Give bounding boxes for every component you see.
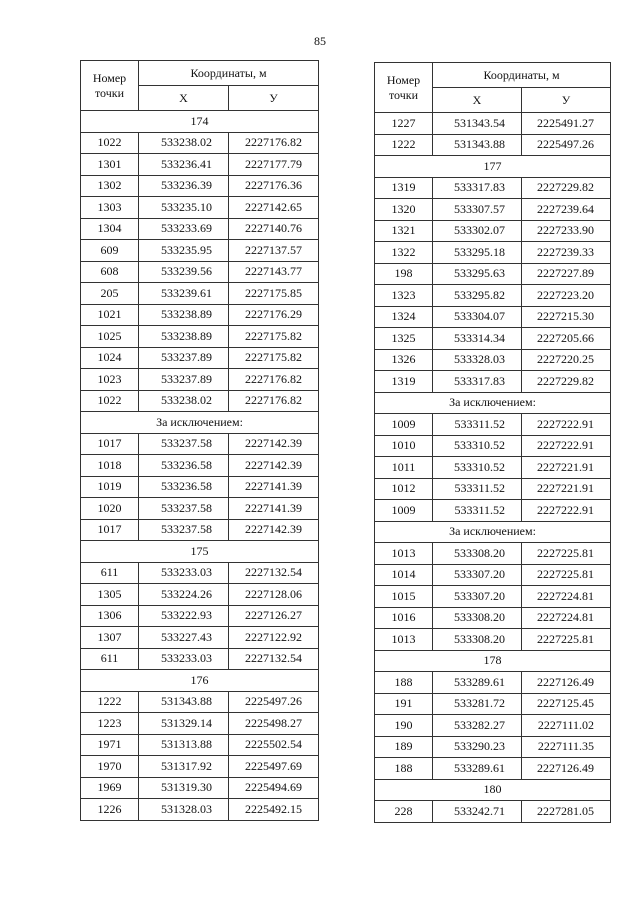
table-row — [81, 283, 319, 305]
table-row — [375, 564, 611, 586]
point-number-header-line2: точки — [388, 87, 419, 102]
y-coordinate-cell: 2227141.39 — [229, 498, 319, 520]
table-row — [81, 777, 319, 799]
section-label: За исключением: — [81, 412, 319, 434]
y-coordinate-cell: 2227176.82 — [229, 369, 319, 391]
y-coordinate-cell: 2227223.20 — [522, 285, 611, 307]
x-coordinate-cell: 531313.88 — [139, 734, 229, 756]
point-number-cell: 188 — [375, 758, 433, 780]
y-coordinate-cell: 2227122.92 — [229, 627, 319, 649]
table-row — [375, 435, 611, 457]
point-number-cell: 1021 — [81, 304, 139, 326]
table-row — [375, 801, 611, 823]
table-row — [81, 584, 319, 606]
table-row — [375, 715, 611, 737]
section-row — [375, 156, 611, 178]
point-number-cell: 190 — [375, 715, 433, 737]
x-coordinate-cell: 533238.02 — [139, 132, 229, 154]
x-coordinate-cell: 533237.89 — [139, 347, 229, 369]
y-coordinate-cell: 2227229.82 — [522, 177, 611, 199]
x-coordinate-cell: 533317.83 — [433, 177, 522, 199]
table-row — [375, 629, 611, 651]
y-coordinate-cell: 2227140.76 — [229, 218, 319, 240]
y-coordinate-cell: 2227224.81 — [522, 607, 611, 629]
table-row — [375, 199, 611, 221]
table-row — [81, 218, 319, 240]
x-coordinate-cell: 533289.61 — [433, 758, 522, 780]
point-number-cell: 611 — [81, 648, 139, 670]
coordinates-table-left — [80, 60, 319, 821]
table-row — [81, 390, 319, 412]
point-number-cell: 1223 — [81, 713, 139, 735]
x-coordinate-cell: 533282.27 — [433, 715, 522, 737]
y-coordinate-cell: 2227132.54 — [229, 562, 319, 584]
x-coordinate-cell: 531343.54 — [433, 113, 522, 135]
table-row — [81, 433, 319, 455]
y-coordinate-cell: 2227142.39 — [229, 455, 319, 477]
x-coordinate-cell: 533242.71 — [433, 801, 522, 823]
y-coordinate-cell: 2227126.27 — [229, 605, 319, 627]
x-coordinate-cell: 533307.20 — [433, 564, 522, 586]
point-number-cell: 1301 — [81, 154, 139, 176]
y-coordinate-cell: 2227239.64 — [522, 199, 611, 221]
table-row — [81, 648, 319, 670]
x-coordinate-cell: 533308.20 — [433, 607, 522, 629]
table-row — [81, 347, 319, 369]
y-coordinate-cell: 2227142.39 — [229, 433, 319, 455]
x-coordinate-cell: 533237.58 — [139, 519, 229, 541]
point-number-header-line2: точки — [94, 85, 125, 100]
x-coordinate-cell: 533310.52 — [433, 435, 522, 457]
table-row — [81, 476, 319, 498]
x-coordinate-cell: 533233.69 — [139, 218, 229, 240]
point-number-header — [81, 61, 139, 111]
section-row — [81, 111, 319, 133]
section-label: 174 — [81, 111, 319, 133]
point-number-cell: 1305 — [81, 584, 139, 606]
table-row — [81, 369, 319, 391]
table-row — [375, 263, 611, 285]
y-coordinate-cell: 2227215.30 — [522, 306, 611, 328]
section-label: 178 — [375, 650, 611, 672]
point-number-cell: 1025 — [81, 326, 139, 348]
point-number-cell: 1325 — [375, 328, 433, 350]
point-number-cell: 1015 — [375, 586, 433, 608]
x-coordinate-cell: 533237.89 — [139, 369, 229, 391]
y-coordinate-cell: 2227175.82 — [229, 347, 319, 369]
point-number-cell: 1326 — [375, 349, 433, 371]
point-number-cell: 1321 — [375, 220, 433, 242]
point-number-cell: 1022 — [81, 132, 139, 154]
table-row — [81, 175, 319, 197]
y-coordinate-cell: 2227225.81 — [522, 564, 611, 586]
y-coordinate-cell: 2227125.45 — [522, 693, 611, 715]
y-coordinate-cell: 2225497.69 — [229, 756, 319, 778]
section-row — [375, 521, 611, 543]
coordinates-table-left-body — [81, 111, 319, 821]
point-number-cell: 1013 — [375, 629, 433, 651]
point-number-cell: 1017 — [81, 519, 139, 541]
y-coordinate-cell: 2227224.81 — [522, 586, 611, 608]
x-coordinate-cell: 533235.95 — [139, 240, 229, 262]
table-row — [375, 607, 611, 629]
table-row — [81, 756, 319, 778]
x-coordinate-cell: 533281.72 — [433, 693, 522, 715]
x-coordinate-cell: 533235.10 — [139, 197, 229, 219]
y-coordinate-cell: 2227222.91 — [522, 500, 611, 522]
table-row — [81, 627, 319, 649]
table-row — [375, 586, 611, 608]
x-coordinate-cell: 533238.89 — [139, 304, 229, 326]
y-coordinate-cell: 2227233.90 — [522, 220, 611, 242]
y-coordinate-cell: 2227142.65 — [229, 197, 319, 219]
point-number-cell: 1320 — [375, 199, 433, 221]
section-label: За исключением: — [375, 521, 611, 543]
point-number-cell: 198 — [375, 263, 433, 285]
x-coordinate-cell: 533236.58 — [139, 476, 229, 498]
y-coordinate-cell: 2227225.81 — [522, 629, 611, 651]
x-coordinate-cell: 533233.03 — [139, 562, 229, 584]
page-number: 85 — [314, 34, 326, 48]
point-number-cell: 1023 — [81, 369, 139, 391]
section-row — [375, 779, 611, 801]
table-row — [375, 478, 611, 500]
x-coordinate-cell: 533314.34 — [433, 328, 522, 350]
x-coordinate-cell: 533236.39 — [139, 175, 229, 197]
table-row — [375, 349, 611, 371]
point-number-cell: 1009 — [375, 500, 433, 522]
point-number-cell: 1019 — [81, 476, 139, 498]
x-coordinate-cell: 533304.07 — [433, 306, 522, 328]
point-number-cell: 1016 — [375, 607, 433, 629]
table-row — [375, 414, 611, 436]
y-coordinate-cell: 2227141.39 — [229, 476, 319, 498]
y-coordinate-cell: 2227176.29 — [229, 304, 319, 326]
y-coordinate-cell: 2225502.54 — [229, 734, 319, 756]
x-coordinate-cell: 533233.03 — [139, 648, 229, 670]
y-coordinate-cell: 2227221.91 — [522, 457, 611, 479]
table-row — [375, 113, 611, 135]
x-coordinate-cell: 531328.03 — [139, 799, 229, 821]
y-coordinate-cell: 2227143.77 — [229, 261, 319, 283]
x-coordinate-cell: 533224.26 — [139, 584, 229, 606]
section-label: 175 — [81, 541, 319, 563]
y-column-header: У — [229, 86, 319, 111]
y-coordinate-cell: 2227176.82 — [229, 132, 319, 154]
y-coordinate-cell: 2227205.66 — [522, 328, 611, 350]
table-row — [81, 734, 319, 756]
point-number-cell: 1307 — [81, 627, 139, 649]
table-row — [375, 371, 611, 393]
x-coordinate-cell: 533317.83 — [433, 371, 522, 393]
x-coordinate-cell: 533311.52 — [433, 500, 522, 522]
y-coordinate-cell: 2227128.06 — [229, 584, 319, 606]
y-coordinate-cell: 2227142.39 — [229, 519, 319, 541]
point-number-cell: 1970 — [81, 756, 139, 778]
coordinates-table-right-body — [375, 113, 611, 823]
table-row — [81, 799, 319, 821]
section-row — [375, 392, 611, 414]
x-coordinate-cell: 533237.58 — [139, 498, 229, 520]
section-label: За исключением: — [375, 392, 611, 414]
y-column-header: У — [522, 88, 611, 113]
y-coordinate-cell: 2227176.36 — [229, 175, 319, 197]
section-row — [81, 412, 319, 434]
table-row — [81, 519, 319, 541]
y-coordinate-cell: 2225491.27 — [522, 113, 611, 135]
y-coordinate-cell: 2227111.35 — [522, 736, 611, 758]
point-number-cell: 1009 — [375, 414, 433, 436]
table-row — [81, 605, 319, 627]
point-number-cell: 1018 — [81, 455, 139, 477]
point-number-cell: 1017 — [81, 433, 139, 455]
y-coordinate-cell: 2227176.82 — [229, 390, 319, 412]
coordinates-header: Координаты, м — [139, 61, 319, 86]
table-row — [375, 177, 611, 199]
y-coordinate-cell: 2227222.91 — [522, 435, 611, 457]
point-number-cell: 1222 — [375, 134, 433, 156]
section-row — [81, 670, 319, 692]
point-number-cell: 205 — [81, 283, 139, 305]
point-number-cell: 609 — [81, 240, 139, 262]
table-row — [375, 285, 611, 307]
point-number-cell: 1303 — [81, 197, 139, 219]
table-row — [81, 197, 319, 219]
table-row — [375, 543, 611, 565]
y-coordinate-cell: 2225494.69 — [229, 777, 319, 799]
x-coordinate-cell: 533238.02 — [139, 390, 229, 412]
x-coordinate-cell: 533307.20 — [433, 586, 522, 608]
y-coordinate-cell: 2227126.49 — [522, 758, 611, 780]
x-coordinate-cell: 531343.88 — [433, 134, 522, 156]
table-row — [81, 498, 319, 520]
x-coordinate-cell: 531343.88 — [139, 691, 229, 713]
table-row — [81, 304, 319, 326]
y-coordinate-cell: 2227111.02 — [522, 715, 611, 737]
x-coordinate-cell: 533295.82 — [433, 285, 522, 307]
table-row — [81, 326, 319, 348]
point-number-cell: 1227 — [375, 113, 433, 135]
point-number-cell: 1022 — [81, 390, 139, 412]
section-label: 176 — [81, 670, 319, 692]
point-number-cell: 1010 — [375, 435, 433, 457]
table-row — [375, 736, 611, 758]
point-number-cell: 1971 — [81, 734, 139, 756]
x-coordinate-cell: 531317.92 — [139, 756, 229, 778]
x-coordinate-cell: 533237.58 — [139, 433, 229, 455]
y-coordinate-cell: 2227227.89 — [522, 263, 611, 285]
y-coordinate-cell: 2225497.26 — [522, 134, 611, 156]
x-column-header: Х — [433, 88, 522, 113]
x-coordinate-cell: 533295.63 — [433, 263, 522, 285]
table-row — [375, 693, 611, 715]
point-number-cell: 1012 — [375, 478, 433, 500]
table-row — [375, 220, 611, 242]
table-row — [375, 758, 611, 780]
y-coordinate-cell: 2225497.26 — [229, 691, 319, 713]
y-coordinate-cell: 2225492.15 — [229, 799, 319, 821]
table-row — [81, 261, 319, 283]
y-coordinate-cell: 2227126.49 — [522, 672, 611, 694]
y-coordinate-cell: 2227222.91 — [522, 414, 611, 436]
table-row — [81, 562, 319, 584]
point-number-cell: 1323 — [375, 285, 433, 307]
point-number-cell: 1014 — [375, 564, 433, 586]
x-coordinate-cell: 533239.61 — [139, 283, 229, 305]
y-coordinate-cell: 2227175.82 — [229, 326, 319, 348]
point-number-cell: 1324 — [375, 306, 433, 328]
x-column-header: Х — [139, 86, 229, 111]
y-coordinate-cell: 2227137.57 — [229, 240, 319, 262]
section-label: 177 — [375, 156, 611, 178]
x-coordinate-cell: 531319.30 — [139, 777, 229, 799]
point-number-cell: 1304 — [81, 218, 139, 240]
table-row — [81, 154, 319, 176]
point-number-cell: 1013 — [375, 543, 433, 565]
point-number-cell: 1319 — [375, 177, 433, 199]
point-number-cell: 1020 — [81, 498, 139, 520]
coordinates-table-right — [374, 62, 611, 823]
section-label: 180 — [375, 779, 611, 801]
point-number-cell: 1011 — [375, 457, 433, 479]
x-coordinate-cell: 533310.52 — [433, 457, 522, 479]
point-number-cell: 1024 — [81, 347, 139, 369]
point-number-cell: 1306 — [81, 605, 139, 627]
table-row — [81, 713, 319, 735]
y-coordinate-cell: 2227281.05 — [522, 801, 611, 823]
x-coordinate-cell: 533236.58 — [139, 455, 229, 477]
point-number-cell: 188 — [375, 672, 433, 694]
x-coordinate-cell: 533227.43 — [139, 627, 229, 649]
y-coordinate-cell: 2227175.85 — [229, 283, 319, 305]
y-coordinate-cell: 2227225.81 — [522, 543, 611, 565]
y-coordinate-cell: 2227132.54 — [229, 648, 319, 670]
point-number-cell: 191 — [375, 693, 433, 715]
x-coordinate-cell: 533308.20 — [433, 629, 522, 651]
x-coordinate-cell: 533311.52 — [433, 478, 522, 500]
point-number-cell: 611 — [81, 562, 139, 584]
x-coordinate-cell: 533328.03 — [433, 349, 522, 371]
table-row — [81, 132, 319, 154]
point-number-cell: 1302 — [81, 175, 139, 197]
section-row — [81, 541, 319, 563]
table-row — [375, 500, 611, 522]
section-row — [375, 650, 611, 672]
point-number-cell: 608 — [81, 261, 139, 283]
point-number-cell: 1319 — [375, 371, 433, 393]
point-number-header — [375, 63, 433, 113]
x-coordinate-cell: 533239.56 — [139, 261, 229, 283]
table-row — [81, 691, 319, 713]
y-coordinate-cell: 2227221.91 — [522, 478, 611, 500]
y-coordinate-cell: 2227239.33 — [522, 242, 611, 264]
x-coordinate-cell: 533236.41 — [139, 154, 229, 176]
x-coordinate-cell: 533222.93 — [139, 605, 229, 627]
table-row — [375, 672, 611, 694]
table-row — [81, 455, 319, 477]
y-coordinate-cell: 2227220.25 — [522, 349, 611, 371]
coordinates-header: Координаты, м — [433, 63, 611, 88]
y-coordinate-cell: 2227229.82 — [522, 371, 611, 393]
table-row — [375, 242, 611, 264]
y-coordinate-cell: 2227177.79 — [229, 154, 319, 176]
point-number-cell: 1222 — [81, 691, 139, 713]
x-coordinate-cell: 531329.14 — [139, 713, 229, 735]
point-number-header-line1: Номер — [92, 70, 127, 85]
point-number-header-line1: Номер — [386, 72, 421, 87]
table-row — [375, 328, 611, 350]
x-coordinate-cell: 533302.07 — [433, 220, 522, 242]
table-row — [375, 306, 611, 328]
x-coordinate-cell: 533290.23 — [433, 736, 522, 758]
table-row — [375, 457, 611, 479]
x-coordinate-cell: 533307.57 — [433, 199, 522, 221]
point-number-cell: 189 — [375, 736, 433, 758]
x-coordinate-cell: 533308.20 — [433, 543, 522, 565]
x-coordinate-cell: 533311.52 — [433, 414, 522, 436]
x-coordinate-cell: 533289.61 — [433, 672, 522, 694]
point-number-cell: 1322 — [375, 242, 433, 264]
x-coordinate-cell: 533295.18 — [433, 242, 522, 264]
point-number-cell: 228 — [375, 801, 433, 823]
table-row — [375, 134, 611, 156]
point-number-cell: 1969 — [81, 777, 139, 799]
point-number-cell: 1226 — [81, 799, 139, 821]
x-coordinate-cell: 533238.89 — [139, 326, 229, 348]
y-coordinate-cell: 2225498.27 — [229, 713, 319, 735]
table-row — [81, 240, 319, 262]
